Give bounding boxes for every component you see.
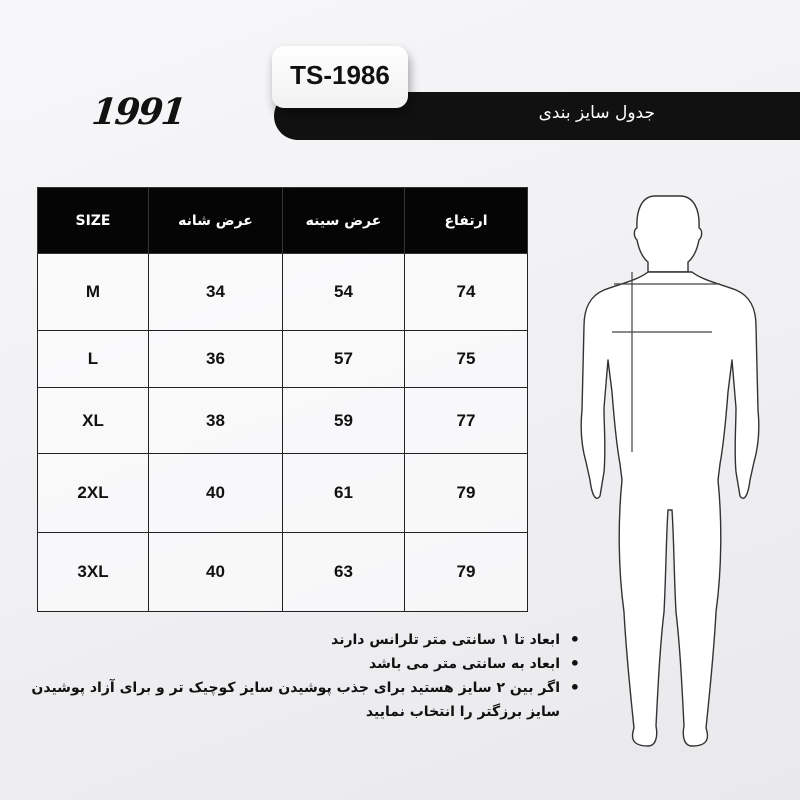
cell-chest: 63 <box>283 533 405 612</box>
cell-height: 74 <box>405 254 528 331</box>
col-header-chest: عرض سینه <box>283 188 405 254</box>
note-item: • اگر بین ۲ سایز هستید برای جذب پوشیدن سایز کوچیک تر و برای آزاد پوشیدن سایز برزگتر را انتخاب نمایید <box>0 676 560 724</box>
note-item: • ابعاد به سانتی متر می باشد <box>0 652 560 676</box>
table-row <box>38 533 528 612</box>
cell-height: 79 <box>405 454 528 533</box>
cell-chest: 54 <box>283 254 405 331</box>
human-silhouette-icon <box>560 180 780 780</box>
cell-size: XL <box>38 388 149 454</box>
size-table <box>37 187 528 612</box>
table-row <box>38 331 528 388</box>
brand-logo-text: 1991 <box>89 91 187 133</box>
cell-chest: 57 <box>283 331 405 388</box>
col-header-height: ارتفاع <box>405 188 528 254</box>
table-row <box>38 254 528 331</box>
col-header-shoulder: عرض شانه <box>149 188 283 254</box>
table-row <box>38 454 528 533</box>
note-item: • ابعاد تا ۱ سانتی متر تلرانس دارند <box>0 628 560 652</box>
brand-logo <box>89 91 187 133</box>
cell-size: 3XL <box>38 533 149 612</box>
cell-shoulder: 36 <box>149 331 283 388</box>
cell-height: 77 <box>405 388 528 454</box>
cell-height: 79 <box>405 533 528 612</box>
table-row <box>38 388 528 454</box>
cell-height: 75 <box>405 331 528 388</box>
cell-chest: 61 <box>283 454 405 533</box>
cell-shoulder: 38 <box>149 388 283 454</box>
cell-size: 2XL <box>38 454 149 533</box>
notes-list <box>0 628 582 724</box>
cell-shoulder: 34 <box>149 254 283 331</box>
cell-shoulder: 40 <box>149 454 283 533</box>
cell-size: M <box>38 254 149 331</box>
page-title: جدول سایز بندی <box>538 103 655 123</box>
cell-size: L <box>38 331 149 388</box>
product-code: TS-1986 <box>290 60 390 90</box>
col-header-size: SIZE <box>38 188 149 254</box>
cell-chest: 59 <box>283 388 405 454</box>
cell-shoulder: 40 <box>149 533 283 612</box>
product-code-badge <box>272 46 408 108</box>
table-header-row <box>38 188 528 254</box>
